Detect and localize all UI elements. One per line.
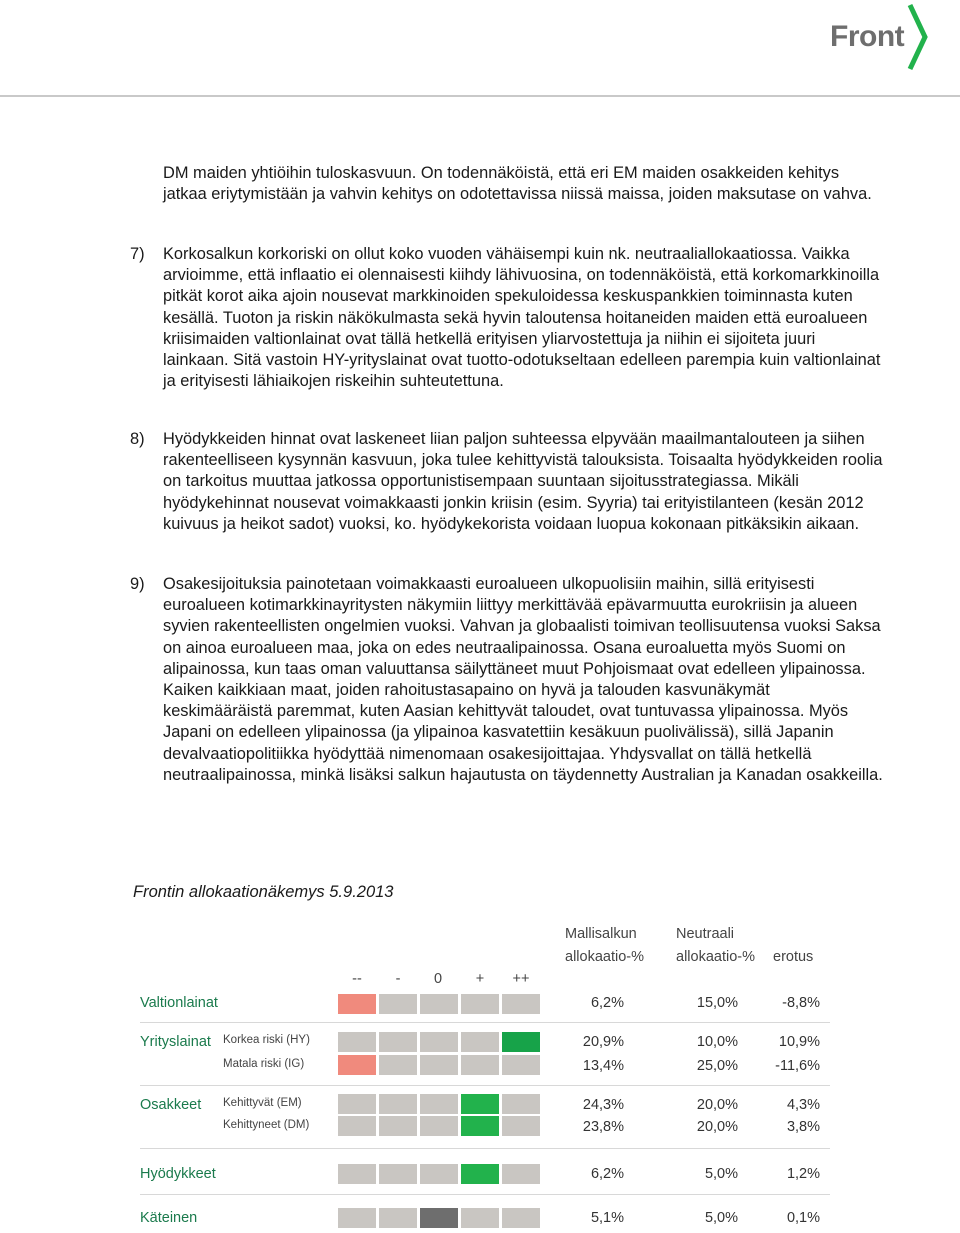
allocation-scale-cell [420, 1094, 458, 1114]
allocation-indicator-cell [461, 1116, 499, 1136]
logo-text: Front [830, 20, 905, 53]
scale-label-zero: 0 [433, 971, 443, 987]
numbered-item-9 [130, 574, 890, 786]
allocation-scale-cell [461, 1032, 499, 1052]
category-valtionlainat: Valtionlainat [140, 995, 218, 1011]
item-text: Korkosalkun korkoriski on ollut koko vuoden vähäisempi kuin nk. neutraaliallokaatiossa. Vaikka arvioimme, että inflaatio ei olennaisesti kiihdy lähivuosina, on todennäköistä, että korkomarkkinoilla pitkät korot aika ajoin nousevat markkinoiden spekuloidessa keskuspankkien toiminnasta kuten kesällä. Tuoton ja riskin näkökulmasta sekä hyvin taloutensa hoitaneiden maiden että euroalueen kriisimaiden valtionlainat ovat tällä hetkellä erityisen yliarvostettuja ja niihin ei sijoiteta juuri lainkaan. Sitä vastoin HY-yrityslainat ovat tuotto-odotukseltaan edelleen parempia kuin valtionlainat ja erityisesti lähiaikojen riskeihin suhteutettuna. [163, 245, 881, 391]
numbered-item-8 [130, 429, 890, 535]
chevron-right-icon [906, 3, 928, 71]
allocation-title: Frontin allokaationäkemys 5.9.2013 [133, 883, 394, 901]
diff-value: 10,9% [778, 1034, 820, 1050]
allocation-scale-cell [338, 1164, 376, 1184]
model-value: 5,1% [590, 1210, 624, 1226]
model-value: 20,9% [582, 1034, 624, 1050]
model-value: 6,2% [590, 995, 624, 1011]
category-osakkeet: Osakkeet [140, 1097, 202, 1113]
diff-value: 1,2% [786, 1166, 820, 1182]
allocation-scale-cell [461, 1055, 499, 1075]
model-value: 6,2% [590, 1166, 624, 1182]
numbered-item-7 [130, 244, 890, 392]
subcategory-ig: Matala riski (IG) [223, 1058, 305, 1070]
allocation-scale-cell [338, 1094, 376, 1114]
neutral-value: 25,0% [696, 1058, 738, 1074]
row-separator [140, 1148, 830, 1149]
neutral-value: 5,0% [704, 1210, 738, 1226]
allocation-scale-cell [420, 1116, 458, 1136]
allocation-scale-cell [420, 1164, 458, 1184]
category-yrityslainat: Yrityslainat [140, 1034, 211, 1050]
allocation-scale-cell [379, 1116, 417, 1136]
header-model-2: allokaatio-% [565, 949, 644, 965]
header-divider [0, 95, 960, 97]
header-neutral-1: Neutraali [676, 926, 735, 942]
item-text: Osakesijoituksia painotetaan voimakkaasti euroalueen ulkopuolisiin maihin, sillä erityisesti euroalueen kotimarkkinayritysten näkymiin liittyy merkittävää epävarmuutta eurokriisin ja alueen syvien rakenteellisten ongelmien vuoksi. Vahvan ja globaalisti toimivan teollisuutensa vuoksi Saksa on ainoa euroalueen maa, joka on edes neutraalipainossa. Osana euroaluetta myös Suomi on alipainossa, kun taas oman valuuttansa säilyttäneet muut Pohjoismaat ovat edelleen ylipainossa. Kaiken kaikkiaan maat, joiden rahoitustasapaino on hyvä ja talouden kasvunäkymät keskimääräistä paremmat, kuten Aasian kehittyvät taloudet, ovat tuntuvassa ylipainossa. Myös Japani on edelleen ylipainossa (ja ylipainoa kasvatettiin kesäkuun puolivälissä), sillä Japanin devalvaatiopolitiikka hyödyttää nimenomaan osakesijoittajaa. Yhdysvallat on tällä hetkellä neutraalipainossa, minkä lisäksi salkun hajautusta on täydennetty Australian ja Kanadan osakkeilla. [163, 575, 883, 784]
allocation-indicator-cell [420, 1208, 458, 1228]
front-logo [830, 2, 928, 72]
header-neutral-2: allokaatio-% [676, 949, 755, 965]
model-value: 13,4% [582, 1058, 624, 1074]
item-number: 7) [130, 245, 145, 263]
header-model-1: Mallisalkun [565, 926, 637, 942]
diff-value: 4,3% [786, 1097, 820, 1113]
allocation-scale-cell [420, 994, 458, 1014]
item-text: Hyödykkeiden hinnat ovat laskeneet liian paljon suhteessa elpyvään maailmantalouteen ja siihen rakenteelliseen kysynnän kasvuun, joka tulee kehittyvistä talouksista. Toisaalta hyödykkeiden roolia on tarkoitus muuttaa jatkossa opportunistisempaan suuntaan sijoitusstrategiassa. Mikäli hyödykehinnat nousevat voimakkaasti jonkin kriisin (esim. Syyria) tai erityistilanteen (kesän 2012 kuivuus ja heikot sadot) vuoksi, ko. hyödykekorista voidaan luopua kokonaan pitkäksikin aikaan. [163, 430, 883, 533]
item-number: 9) [130, 575, 145, 593]
neutral-value: 10,0% [696, 1034, 738, 1050]
diff-value: -8,8% [782, 995, 820, 1011]
allocation-scale-cell [379, 1208, 417, 1228]
category-kateinen: Käteinen [140, 1210, 198, 1226]
allocation-scale-cell [338, 1208, 376, 1228]
allocation-scale-cell [502, 1094, 540, 1114]
allocation-indicator-cell [461, 1094, 499, 1114]
allocation-scale-cell [379, 1164, 417, 1184]
allocation-scale-cell [502, 1055, 540, 1075]
neutral-value: 5,0% [704, 1166, 738, 1182]
allocation-scale-cell [379, 1094, 417, 1114]
neutral-value: 20,0% [696, 1119, 738, 1135]
item-number: 8) [130, 430, 145, 448]
diff-value: 3,8% [786, 1119, 820, 1135]
scale-label-m: - [395, 971, 401, 987]
scale-label-p: + [475, 971, 485, 987]
scale-label-mm: -- [352, 971, 362, 987]
allocation-scale-cell [461, 994, 499, 1014]
header-diff: erotus [773, 949, 814, 965]
allocation-scale-cell [502, 1116, 540, 1136]
allocation-indicator-cell [338, 1055, 376, 1075]
allocation-scale-cell [461, 1208, 499, 1228]
row-separator [140, 1022, 830, 1023]
scale-label-pp: ++ [512, 971, 530, 987]
row-separator [140, 1085, 830, 1086]
subcategory-dm: Kehittyneet (DM) [223, 1119, 310, 1131]
allocation-scale-cell [338, 1032, 376, 1052]
allocation-indicator-cell [338, 994, 376, 1014]
neutral-value: 15,0% [696, 995, 738, 1011]
subcategory-em: Kehittyvät (EM) [223, 1097, 302, 1109]
model-value: 23,8% [582, 1119, 624, 1135]
allocation-scale-cell [420, 1055, 458, 1075]
allocation-indicator-cell [461, 1164, 499, 1184]
row-separator [140, 1194, 830, 1195]
category-hyodykkeet: Hyödykkeet [140, 1166, 216, 1182]
allocation-scale-cell [420, 1032, 458, 1052]
allocation-indicator-cell [502, 1032, 540, 1052]
allocation-scale-cell [338, 1116, 376, 1136]
allocation-scale-cell [502, 1208, 540, 1228]
allocation-scale-cell [379, 1055, 417, 1075]
allocation-scale-cell [502, 1164, 540, 1184]
diff-value: -11,6% [775, 1058, 820, 1074]
allocation-scale-cell [379, 994, 417, 1014]
diff-value: 0,1% [786, 1210, 820, 1226]
model-value: 24,3% [582, 1097, 624, 1113]
neutral-value: 20,0% [696, 1097, 738, 1113]
intro-paragraph: DM maiden yhtiöihin tuloskasvuun. On todennäköistä, että eri EM maiden osakkeiden kehitys jatkaa eriytymistään ja vahvin kehitys on odotettavissa niissä maissa, joiden maksutase on vahva. [163, 164, 872, 204]
subcategory-hy: Korkea riski (HY) [223, 1034, 310, 1046]
allocation-scale-cell [379, 1032, 417, 1052]
allocation-scale-cell [502, 994, 540, 1014]
